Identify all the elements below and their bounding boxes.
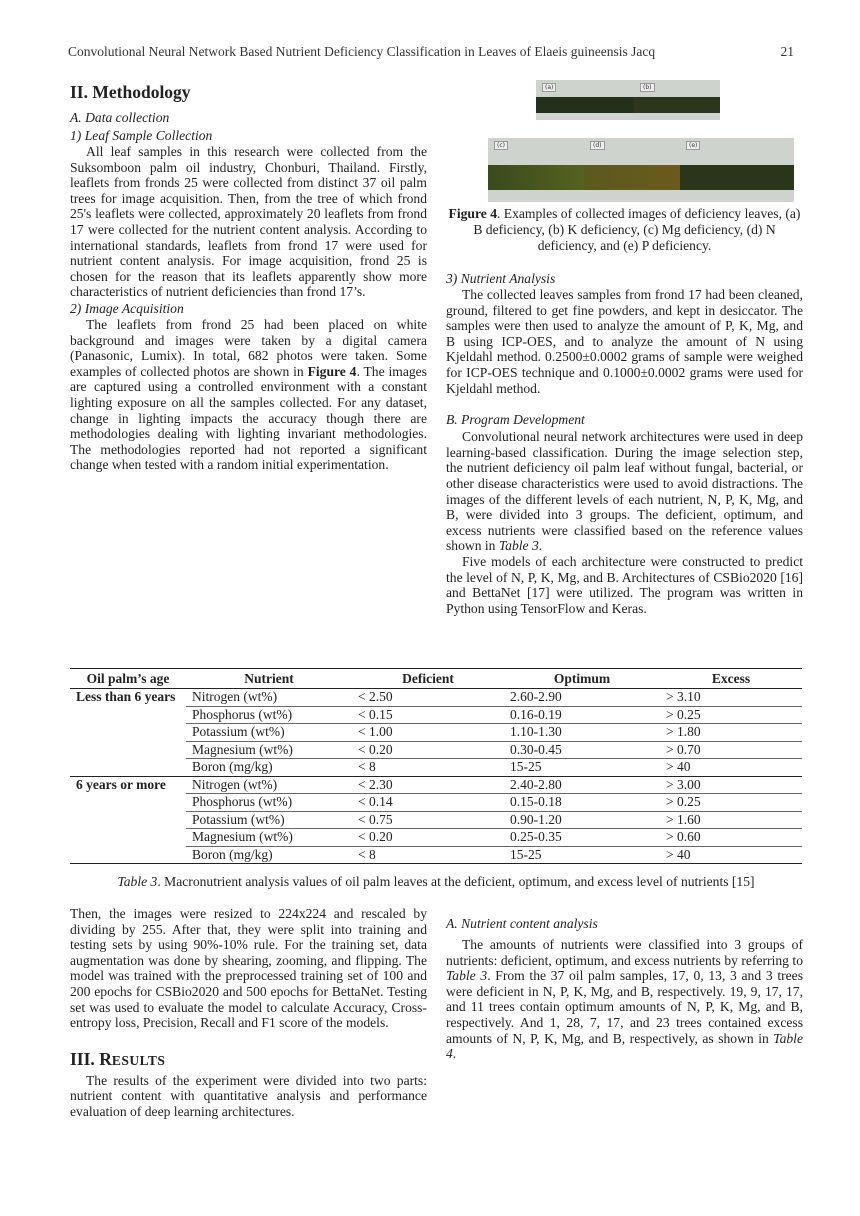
subsubsection-heading-leaf-sample: 1) Leaf Sample Collection bbox=[70, 128, 213, 143]
table-cell: > 0.25 bbox=[660, 706, 802, 724]
table-cell: 15-25 bbox=[504, 846, 660, 864]
leaf-photo-b bbox=[634, 80, 720, 120]
table-cell: 0.16-0.19 bbox=[504, 706, 660, 724]
table-cell: Nitrogen (wt%) bbox=[186, 689, 352, 707]
subsection-heading-program-development: B. Program Development bbox=[446, 412, 585, 428]
page-number: 21 bbox=[780, 44, 794, 59]
leaf-photo-d bbox=[584, 138, 680, 202]
table-cell: 0.30-0.45 bbox=[504, 741, 660, 759]
figure-4 bbox=[488, 80, 794, 204]
running-header bbox=[68, 44, 794, 66]
table-cell: Magnesium (wt%) bbox=[186, 829, 352, 847]
table-cell: > 3.00 bbox=[660, 776, 802, 794]
paragraph-image-acquisition: The leaflets from frond 25 had been placed on white background and images were taken by a digital camera (Panasonic, Lumix). In total, 682 photos were taken. Some examples of collected photos are shown in Figure 4. The images are captured using a controlled environment with a constant lighting exposure on all the samples collected. For any dataset, change in lighting impacts the accuracy though there are methodologies dealing with lighting invariant methodologies. The methodologies reported had not reported a significant change when tested with a random initial experimentation. bbox=[70, 316, 427, 473]
age-group-cell: 6 years or more bbox=[70, 776, 186, 864]
table-reference: Table 3 bbox=[498, 538, 539, 554]
paragraph-nutrient-content: The amounts of nutrients were classified into 3 groups of nutrients: deficient, optimum, and excess nutrients by referring to Table 3. From the 37 oil palm samples, 17, 0, 13, 3 and 3 trees were deficient in N, P, K, Mg, and B, respectively. 19, 9, 17, 17, and 11 trees contain optimum amounts of N, P, K, Mg, and B, respectively. And 1, 28, 7, 17, and 23 trees contained excess amounts of N, P, K, Mg, and B, respectively, as shown in Table 4. bbox=[446, 937, 803, 1062]
left-column-top bbox=[70, 82, 427, 473]
table-cell: < 0.20 bbox=[352, 741, 504, 759]
table-cell: > 3.10 bbox=[660, 689, 802, 707]
table-cell: 0.25-0.35 bbox=[504, 829, 660, 847]
table-cell: 1.10-1.30 bbox=[504, 724, 660, 742]
table-reference: Table 3 bbox=[446, 968, 488, 984]
table-cell: Phosphorus (wt%) bbox=[186, 706, 352, 724]
panel-label: (d) bbox=[590, 141, 605, 150]
table-cell: Magnesium (wt%) bbox=[186, 741, 352, 759]
table-cell: Boron (mg/kg) bbox=[186, 759, 352, 777]
right-column-bottom bbox=[446, 914, 803, 1062]
subsubsection-heading-image-acquisition: 2) Image Acquisition bbox=[70, 300, 184, 316]
subsubsection-heading-nutrient-analysis: 3) Nutrient Analysis bbox=[446, 271, 556, 286]
table-cell: < 0.75 bbox=[352, 811, 504, 829]
table-cell: Boron (mg/kg) bbox=[186, 846, 352, 864]
left-column-bottom bbox=[70, 906, 427, 1120]
right-column-top bbox=[446, 270, 803, 616]
table-reference: Table 4 bbox=[446, 1030, 803, 1062]
leaf-photo-c bbox=[488, 138, 584, 202]
header-cell: Excess bbox=[660, 669, 802, 689]
panel-label: (a) bbox=[542, 83, 556, 92]
table-cell: 2.60-2.90 bbox=[504, 689, 660, 707]
running-title: Convolutional Neural Network Based Nutrient Deficiency Classification in Leaves of Elaeis guineensis Jacq bbox=[68, 44, 656, 59]
table-row bbox=[70, 689, 802, 707]
table-cell: Potassium (wt%) bbox=[186, 724, 352, 742]
table-cell: < 0.15 bbox=[352, 706, 504, 724]
leaf-photo-a bbox=[536, 80, 634, 120]
table-caption: Table 3. Macronutrient analysis values of oil palm leaves at the deficient, optimum, and excess level of nutrients [15] bbox=[117, 874, 755, 889]
paragraph-nutrient-analysis: The collected leaves samples from frond 17 had been cleaned, ground, filtered to get fine powders, and kept in desiccator. The samples were then used to analyze the amount of P, K, Mg, and B using ICP-OES, and to analyze the amount of N using Kjeldahl method. 0.2500±0.0002 grams of sample were weighed for ICP-OES technique and 0.1000±0.0002 grams were used for Kjeldahl method. bbox=[446, 287, 803, 396]
table-row bbox=[70, 776, 802, 794]
header-cell: Oil palm’s age bbox=[70, 669, 186, 689]
table-3 bbox=[70, 668, 802, 864]
panel-label: (e) bbox=[686, 141, 700, 150]
table-cell: > 0.60 bbox=[660, 829, 802, 847]
header-cell: Nutrient bbox=[186, 669, 352, 689]
table-cell: > 0.70 bbox=[660, 741, 802, 759]
table-cell: Phosphorus (wt%) bbox=[186, 794, 352, 812]
table-cell: < 2.30 bbox=[352, 776, 504, 794]
panel-label: (c) bbox=[494, 141, 508, 150]
section-heading-methodology: II. Methodology bbox=[70, 82, 191, 102]
table-cell: > 1.60 bbox=[660, 811, 802, 829]
table-cell: < 0.20 bbox=[352, 829, 504, 847]
table-cell: < 2.50 bbox=[352, 689, 504, 707]
age-group-cell: Less than 6 years bbox=[70, 689, 186, 777]
table-cell: 15-25 bbox=[504, 759, 660, 777]
paragraph-leaf-sample: All leaf samples in this research were collected from the Suksomboon palm oil industry, Chonburi, Thailand. Firstly, leaflets from fronds 25 were collected from distinct 37 oil palm trees for image acquisition. Then, from the tree of which frond 25's leaflets were collected, approximately 20 leaflets from frond 17 were collected for the nutrient content analysis. According to international standards, leaflets from frond 17 were used for nutrient content analysis. For image acquisition, frond 25 is chosen for the reason that its leaflets apparently show more characteristics of nutrient deficiencies than frond 17’s. bbox=[70, 144, 427, 300]
table-cell: < 1.00 bbox=[352, 724, 504, 742]
header-cell: Optimum bbox=[504, 669, 660, 689]
table-cell: < 0.14 bbox=[352, 794, 504, 812]
table-cell: > 40 bbox=[660, 846, 802, 864]
table-header-row bbox=[70, 669, 802, 689]
table-cell: 0.15-0.18 bbox=[504, 794, 660, 812]
subsection-heading-nutrient-content: A. Nutrient content analysis bbox=[446, 916, 598, 931]
table-cell: < 8 bbox=[352, 846, 504, 864]
table-cell: < 8 bbox=[352, 759, 504, 777]
table-cell: 0.90-1.20 bbox=[504, 811, 660, 829]
figure-caption: Figure 4. Examples of collected images of deficiency leaves, (a) B deficiency, (b) K deficiency, (c) Mg deficiency, (d) N deficiency, and (e) P deficiency. bbox=[448, 206, 801, 253]
paragraph-results-intro: The results of the experiment were divided into two parts: nutrient content with quantitative analysis and performance evaluation of deep learning architectures. bbox=[70, 1072, 427, 1119]
paragraph-preprocessing: Then, the images were resized to 224x224 and rescaled by dividing by 255. After that, they were split into training and testing sets by using 90%-10% rule. For the training set, data augmentation was done by shearing, zooming, and flipping. The model was trained with the preprocessed training set of 100 and 200 epochs for CSBio2020 and 500 epochs for BettaNet. Testing set was used to evaluate the model to calculate Accuracy, Cross-entropy loss, Precision, Recall and F1 score of the models. bbox=[70, 906, 427, 1031]
leaf-photo-e bbox=[680, 138, 794, 202]
table-cell: 2.40-2.80 bbox=[504, 776, 660, 794]
panel-label: (b) bbox=[640, 83, 655, 92]
table-cell: > 0.25 bbox=[660, 794, 802, 812]
header-cell: Deficient bbox=[352, 669, 504, 689]
table-cell: Nitrogen (wt%) bbox=[186, 776, 352, 794]
table-cell: > 40 bbox=[660, 759, 802, 777]
paragraph-program-development-1: Convolutional neural network architectures were used in deep learning-based classification. During the image selection step, the nutrient deficiency oil palm leaf without fungal, bacterial, or other disease characteristics were used to avoid distractions. The images of the different levels of each nutrient, N, P, K, Mg, and B, were divided into 3 groups. The deficient, optimum, and excess nutrients were classified based on the reference values shown in Table 3. bbox=[446, 429, 803, 554]
table-cell: > 1.80 bbox=[660, 724, 802, 742]
paragraph-program-development-2: Five models of each architecture were constructed to predict the level of N, P, K, Mg, and B. Architectures of CSBio2020 [16] and BettaNet [17] were utilized. The program was written in Python using TensorFlow and Keras. bbox=[446, 553, 803, 616]
subsection-heading-data-collection: A. Data collection bbox=[70, 110, 170, 125]
figure-reference: Figure 4 bbox=[307, 363, 357, 379]
section-heading-results: III. RESULTS bbox=[70, 1048, 166, 1069]
table-cell: Potassium (wt%) bbox=[186, 811, 352, 829]
